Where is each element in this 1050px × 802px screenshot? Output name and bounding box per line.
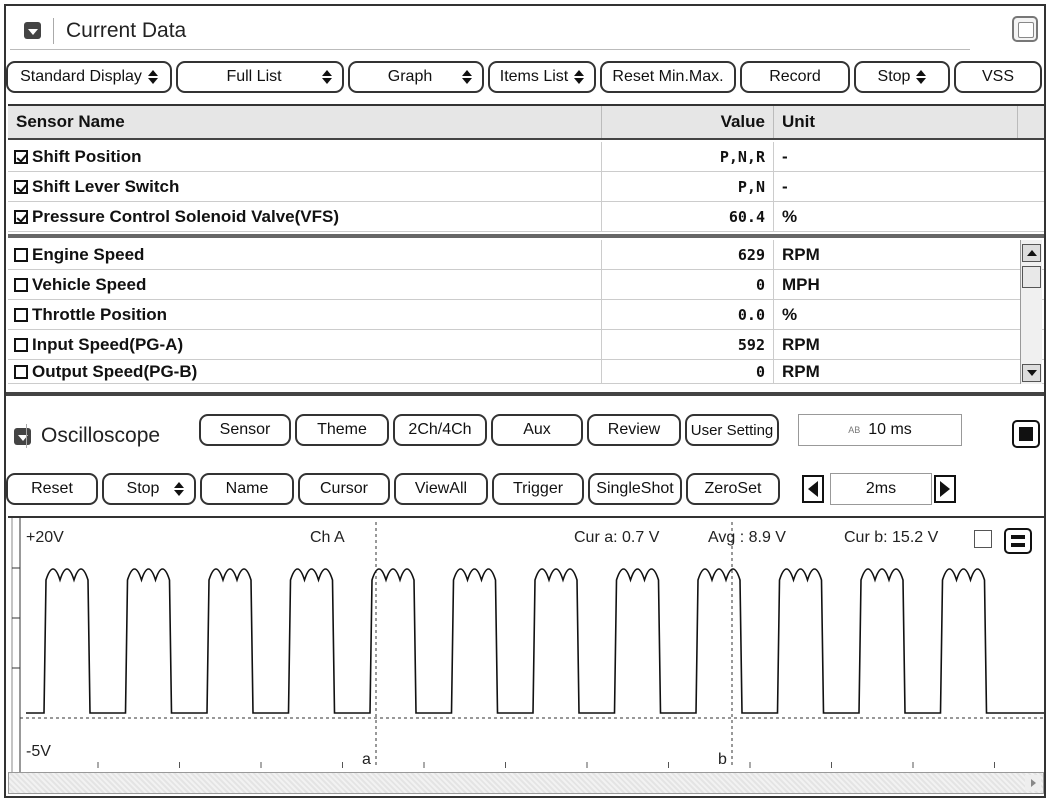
sensor-name-cell: [8, 270, 602, 299]
sensor-name: Pressure Control Solenoid Valve(VFS): [32, 206, 340, 226]
sensor-name-cell: [8, 202, 602, 231]
header-sensor-name[interactable]: Sensor Name: [8, 106, 602, 138]
scope-stop-dropdown[interactable]: [102, 473, 196, 505]
sensor-name-cell: [8, 330, 602, 359]
cursor-b-label: b: [718, 751, 727, 768]
sensor-value: 60.4: [602, 202, 774, 231]
sensor-name-cell: [8, 300, 602, 329]
theme-label: Theme: [317, 421, 367, 438]
sensor-name: Vehicle Speed: [32, 274, 147, 294]
single-shot-button[interactable]: [588, 473, 682, 505]
maximize-icon[interactable]: [1012, 16, 1038, 42]
sample-time-icon: AB: [848, 424, 861, 435]
collapse-icon[interactable]: [24, 22, 41, 39]
record-label: Record: [769, 68, 821, 85]
sensor-unit: RPM: [782, 244, 820, 264]
pinned-row[interactable]: [8, 172, 1044, 202]
updown-icon: [916, 69, 926, 85]
table-row[interactable]: [8, 360, 1044, 384]
updown-icon: [322, 69, 332, 85]
sensor-name: Shift Lever Switch: [32, 176, 180, 196]
sensor-unit: -: [782, 146, 788, 166]
scroll-down-icon[interactable]: [1022, 364, 1041, 382]
trigger-button[interactable]: [492, 473, 584, 505]
sensor-name: Engine Speed: [32, 244, 145, 264]
max-voltage-label: +20V: [26, 529, 64, 546]
scope-display[interactable]: [8, 516, 1044, 770]
sensor-unit: %: [782, 206, 798, 226]
updown-icon: [148, 69, 158, 85]
table-row[interactable]: [8, 330, 1044, 360]
checkbox-unchecked[interactable]: [14, 365, 28, 379]
stop-capture-icon[interactable]: [1012, 420, 1040, 448]
cursor-label: Cursor: [319, 480, 368, 497]
reset-min-max-label: Reset Min.Max.: [612, 68, 724, 85]
vss-button[interactable]: [954, 61, 1042, 93]
tick-marks: [12, 568, 995, 768]
sensor-label: Sensor: [219, 421, 271, 438]
cursor-button[interactable]: [298, 473, 390, 505]
sensor-value: P,N,R: [602, 142, 774, 171]
full-list-dropdown[interactable]: [176, 61, 344, 93]
pinned-row[interactable]: [8, 202, 1044, 232]
aux-label: Aux: [523, 421, 551, 438]
oscilloscope-title: Oscilloscope: [26, 424, 160, 448]
sensor-value: 592: [602, 330, 774, 359]
min-voltage-label: -5V: [26, 743, 51, 760]
graph-label: Graph: [387, 68, 433, 85]
zero-set-button[interactable]: [686, 473, 780, 505]
table-row[interactable]: [8, 300, 1044, 330]
user-setting-label: User Setting: [690, 421, 774, 439]
reset-button[interactable]: [6, 473, 98, 505]
sensor-name-cell: [8, 360, 602, 383]
checkbox-unchecked[interactable]: [14, 248, 28, 262]
zero-set-label: ZeroSet: [704, 480, 762, 497]
view-all-button[interactable]: [394, 473, 488, 505]
sensor-unit: RPM: [782, 361, 820, 381]
review-button[interactable]: [587, 414, 681, 446]
trigger-label: Trigger: [512, 480, 564, 497]
average-readout: Avg : 8.9 V: [708, 529, 786, 546]
channel-label: Ch A: [310, 529, 345, 546]
sensor-name: Input Speed(PG-A): [32, 334, 184, 354]
full-list-label: Full List: [226, 68, 282, 85]
updown-icon: [574, 69, 584, 85]
checkbox-icon[interactable]: [974, 530, 992, 548]
timebase-increase-icon[interactable]: [934, 475, 956, 503]
waveform-canvas: [8, 518, 1044, 772]
header-value[interactable]: Value: [602, 106, 774, 138]
sensor-unit: -: [782, 176, 788, 196]
sensor-value: P,N: [602, 172, 774, 201]
scroll-thumb[interactable]: [1022, 266, 1041, 288]
reset-min-max-button[interactable]: [600, 61, 736, 93]
view-all-label: ViewAll: [414, 480, 468, 497]
sensor-name: Throttle Position: [32, 304, 168, 324]
sample-time-readout[interactable]: [798, 414, 962, 446]
checkbox-unchecked[interactable]: [14, 278, 28, 292]
sensor-value: 629: [602, 240, 774, 269]
cursor-b-readout: Cur b: 15.2 V: [844, 529, 939, 546]
single-shot-label: SingleShot: [596, 480, 674, 497]
sensor-name: Shift Position: [32, 146, 142, 166]
standard-display-label: Standard Display: [20, 68, 142, 85]
theme-button[interactable]: [295, 414, 389, 446]
sensor-name-cell: [8, 142, 602, 171]
sensor-value: 0.0: [602, 300, 774, 329]
header-unit[interactable]: Unit: [774, 106, 1018, 138]
table-header: [8, 106, 1044, 140]
channels-button[interactable]: [393, 414, 487, 446]
cursor-a-label: a: [362, 751, 371, 768]
channels-label: 2Ch/4Ch: [408, 421, 472, 438]
sensor-unit: %: [782, 304, 798, 324]
timebase-value[interactable]: 2ms: [830, 473, 932, 505]
stop-label: Stop: [877, 68, 911, 85]
sensor-name-cell: [8, 240, 602, 269]
reset-label: Reset: [31, 480, 73, 497]
items-list-label: Items List: [499, 68, 569, 85]
pinned-separator: [8, 234, 1044, 238]
sensor-value: 0: [602, 360, 774, 383]
sensor-unit: MPH: [782, 274, 820, 294]
standard-display-dropdown[interactable]: [6, 61, 172, 93]
scroll-up-icon[interactable]: [1022, 244, 1041, 262]
items-list-dropdown[interactable]: [488, 61, 596, 93]
updown-icon: [462, 69, 472, 85]
stop-dropdown[interactable]: [854, 61, 950, 93]
checkbox-unchecked[interactable]: [14, 308, 28, 322]
cursor-a-readout: Cur a: 0.7 V: [574, 529, 660, 546]
graph-dropdown[interactable]: [348, 61, 484, 93]
vss-label: VSS: [981, 68, 1014, 85]
scope-horizontal-scrollbar[interactable]: [8, 772, 1044, 794]
waveform-trace: [26, 569, 1044, 713]
sensor-unit: RPM: [782, 334, 820, 354]
checkbox-checked[interactable]: [14, 180, 28, 194]
sensor-name: Output Speed(PG-B): [32, 361, 198, 381]
record-button[interactable]: [740, 61, 850, 93]
updown-icon: [174, 481, 184, 497]
timebase-decrease-icon[interactable]: [802, 475, 824, 503]
current-data-header: [10, 12, 970, 50]
menu-icon[interactable]: [1004, 528, 1032, 554]
table-scrollbar[interactable]: [1020, 240, 1042, 384]
checkbox-checked[interactable]: [14, 210, 28, 224]
table-row[interactable]: [8, 270, 1044, 300]
review-label: Review: [607, 421, 661, 438]
sensor-name-cell: [8, 172, 602, 201]
pinned-row[interactable]: [8, 142, 1044, 172]
sample-time-value: 10 ms: [868, 421, 912, 438]
table-row[interactable]: [8, 240, 1044, 270]
aux-button[interactable]: [491, 414, 583, 446]
user-setting-button[interactable]: [685, 414, 779, 446]
current-data-title: Current Data: [53, 18, 186, 44]
scroll-right-icon[interactable]: [1025, 775, 1041, 791]
sensor-button[interactable]: [199, 414, 291, 446]
name-label: Name: [225, 480, 269, 497]
panel-divider[interactable]: [6, 392, 1044, 396]
sensor-value: 0: [602, 270, 774, 299]
name-button[interactable]: [200, 473, 294, 505]
checkbox-unchecked[interactable]: [14, 338, 28, 352]
checkbox-checked[interactable]: [14, 150, 28, 164]
sensor-table: [8, 104, 1044, 384]
scope-stop-label: Stop: [126, 480, 160, 497]
